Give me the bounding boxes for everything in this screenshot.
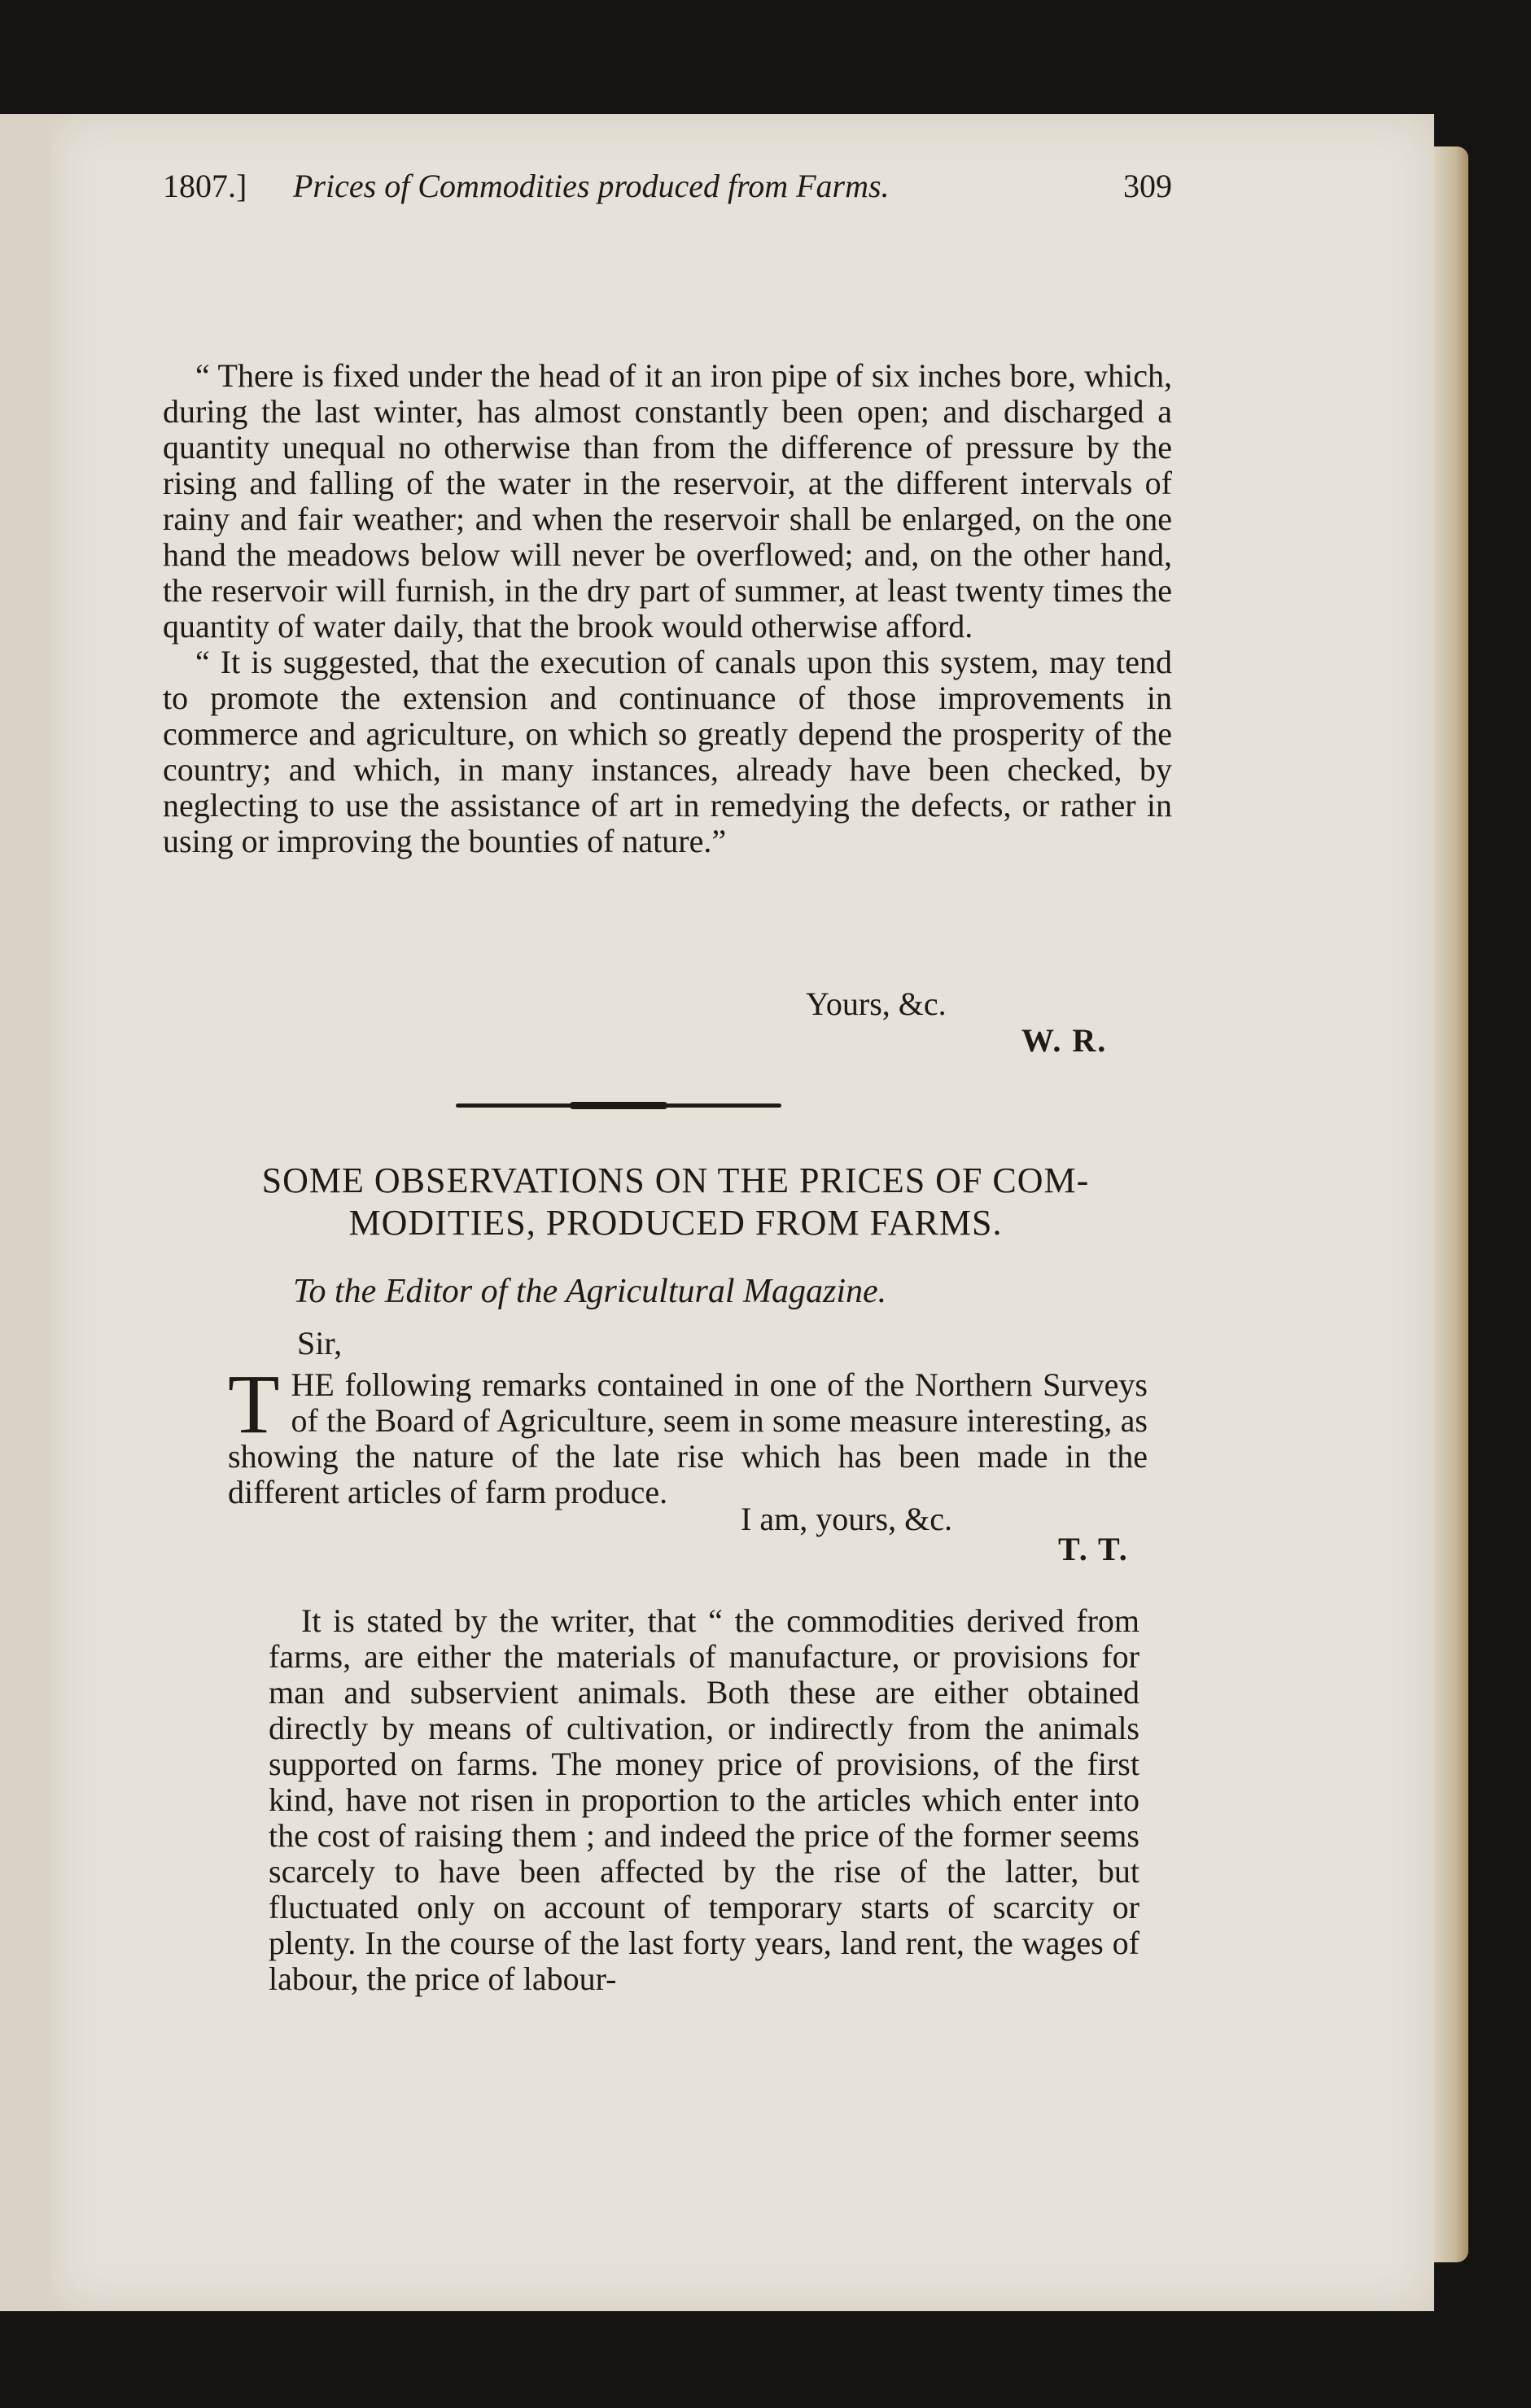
drop-cap: T: [228, 1357, 280, 1451]
article-salutation: Sir,: [297, 1325, 343, 1361]
page-number: 309: [1123, 168, 1172, 204]
article-closing: I am, yours, &c.: [741, 1501, 952, 1537]
article-title-line-1: SOME OBSERVATIONS ON THE PRICES OF COM-: [261, 1160, 1090, 1200]
facing-page-edge: [0, 114, 52, 2311]
letter-continued-text: [163, 358, 1172, 859]
letter-paragraph-2: “ It is suggested, that the execution of canals upon this system, may tend to promote the extension and continuance of those improvements in commerce and agriculture, on which so greatly depend the prosperity of the country; and which, in many instances, already have been checked, by neglecting to use the assistance of art in remedying the defects, or rather in using or improving the bounties of nature.”: [163, 644, 1172, 859]
running-header: [163, 167, 1172, 216]
article-body-paragraph: It is stated by the writer, that “ the commodities derived from farms, are either the materials of manufacture, or provisions for man and subservient animals. Both these are either obtained directly by means of cultivation, or indirectly from the animals supported on farms. The money price of provisions, of the first kind, have not risen in proportion to the articles which enter into the cost of raising them ; and indeed the price of the former seems scarcely to have been affected by the rise of the latter, but fluctuated only on account of temporary starts of scarcity or plenty. In the course of the last forty years, land rent, the wages of labour, the price of labour-: [269, 1602, 1140, 1997]
article-signature: T. T.: [1058, 1531, 1129, 1567]
section-divider-rule: [456, 1103, 781, 1108]
header-year: 1807.]: [163, 168, 247, 204]
article-intro: [228, 1357, 1148, 1510]
article-addressee: To the Editor of the Agricultural Magazine.: [293, 1273, 887, 1310]
article-intro-text: HE following remarks contained in one of the Northern Surveys of the Board of Agriculture, seem in some measure interesting, as showing the nature of the late rise which has been made in the different articles of farm produce.: [228, 1366, 1148, 1510]
letter-paragraph-1: “ There is fixed under the head of it an iron pipe of six inches bore, which, during the last winter, has almost constantly been open; and discharged a quantity unequal no otherwise than from the difference of pressure by the rising and falling of the water in the reservoir, at the different intervals of rainy and fair weather; and when the reservoir shall be enlarged, on the one hand the meadows below will never be overflowed; and, on the other hand, the reservoir will furnish, in the dry part of summer, at least twenty times the quantity of water daily, that the brook would otherwise afford.: [163, 357, 1172, 645]
running-title: Prices of Commodities produced from Farms.: [293, 168, 890, 204]
article-body: [269, 1603, 1140, 1997]
article-title: [212, 1160, 1140, 1244]
letter-closing: Yours, &c.: [806, 985, 947, 1022]
page-fore-edge: [1434, 146, 1468, 2262]
letter-signature: W. R.: [1021, 1022, 1108, 1059]
article-title-line-2: MODITIES, PRODUCED FROM FARMS.: [348, 1203, 1003, 1243]
